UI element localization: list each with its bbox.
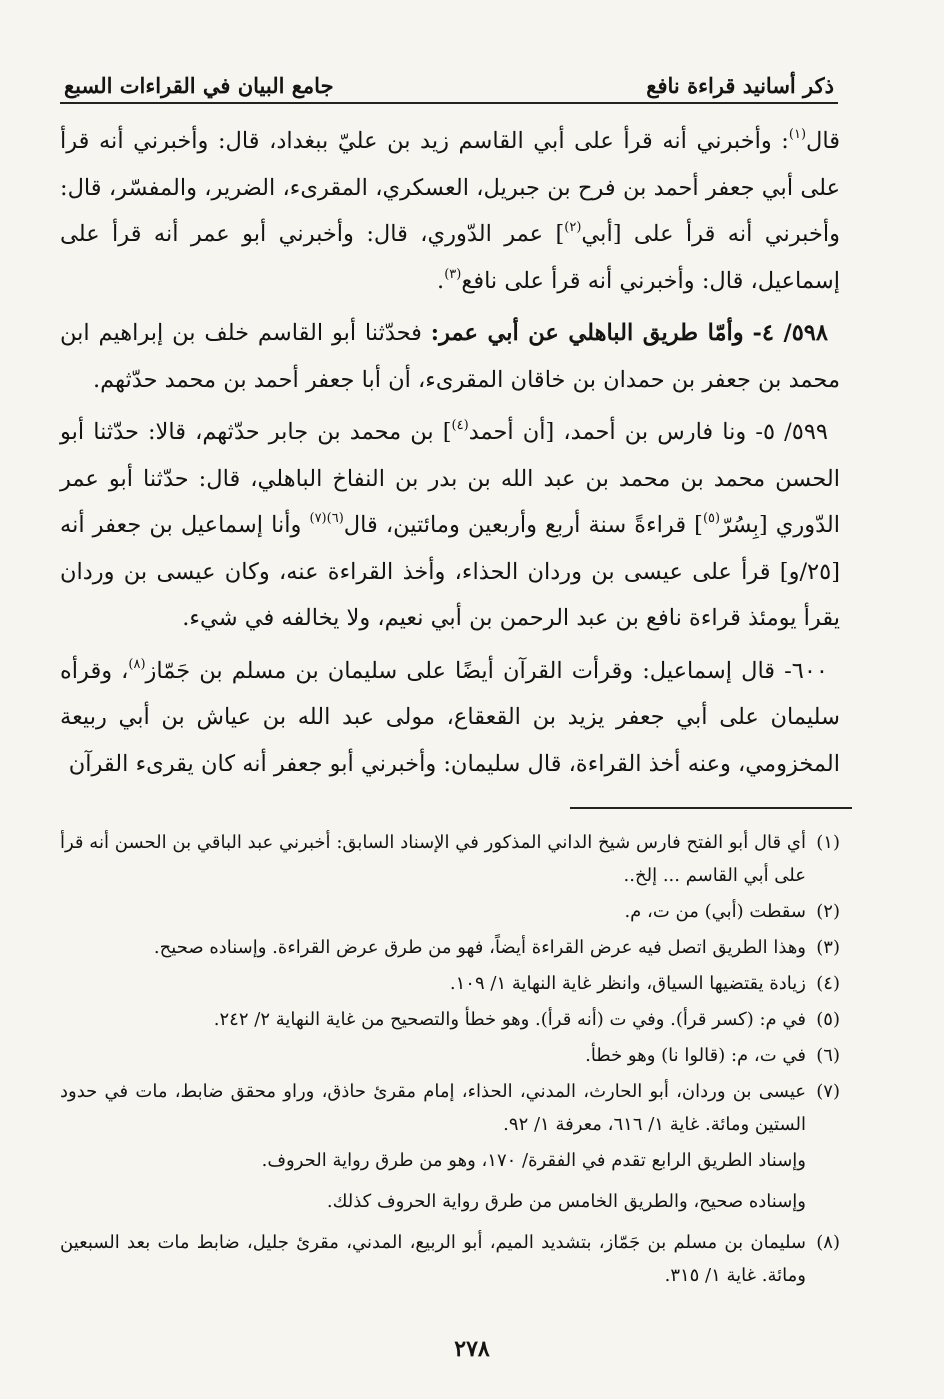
footnote-text: عيسى بن وردان، أبو الحارث، المدني، الحذاء، إمام مقرئ حاذق، وراو محقق ضابط، مات في حدود الستين ومائة. غاية ١/ ٦١٦، معرفة ١/ ٩٢.: [60, 1081, 806, 1135]
footnote-ref-3[interactable]: (٣): [444, 266, 462, 282]
header-chapter-title: ذكر أسانيد قراءة نافع: [646, 73, 834, 98]
paragraph-599: [60, 409, 840, 642]
paragraph-600: [60, 648, 840, 788]
paragraph-598: [60, 310, 840, 403]
footnote-number: (٤): [816, 973, 840, 994]
footnote-number: (٢): [816, 901, 840, 922]
footnote-3: [60, 931, 840, 964]
p3-text-c: ] قراءةً سنة أربع وأربعين ومائتين، قال: [343, 512, 703, 538]
p2-text: فحدّثنا أبو القاسم خلف بن إبراهيم ابن محمد بن جعفر بن حمدان بن خاقان المقرىء، أن أبا جعفر أحمد بن محمد حدّثهم.: [60, 320, 840, 393]
footnote-number: (٣): [816, 937, 840, 958]
footnote-text: زيادة يقتضيها السياق، وانظر غاية النهاية ١/ ١٠٩.: [449, 973, 806, 994]
footnote-6: [60, 1039, 840, 1072]
footnote-ref-6-7[interactable]: (٦)(٧): [309, 511, 344, 526]
footnote-4: [60, 967, 840, 1000]
footnote-2: [60, 895, 840, 928]
p2-heading: وأمّا طريق الباهلي عن أبي عمر:: [430, 320, 744, 346]
footnote-5: [60, 1003, 840, 1036]
footnote-text: أي قال أبو الفتح فارس شيخ الداني المذكور في الإسناد السابق: أخبرني عبد الباقي بن الحسن أنه قرأ على أبي القاسم ... إلخ..: [60, 832, 806, 886]
p1-text-d: .: [437, 267, 445, 294]
footnote-ref-5[interactable]: (٥): [702, 511, 721, 526]
footnote-text: في ت، م: (قالوا نا) وهو خطأ.: [585, 1045, 806, 1066]
p4-text-b: ، وقرأه سليمان على أبي جعفر يزيد بن القعقاع، مولى عبد الله بن عياش بن أبي ربيعة المخزومي، وعنه أخذ القراءة، قال سليمان: وأخبرني أبو جعفر أنه كان يقرىء القرآن: [60, 657, 840, 777]
p3-text-d: وأنا إسماعيل بن جعفر أنه [٢٥/و] قرأ على عيسى بن وردان الحذاء، وأخذ القراءة عنه، وكان عيسى بن وردان يقرأ يومئذ قراءة نافع بن عبد الرحمن بن أبي نعيم، ولا يخالفه في شيء.: [60, 512, 840, 631]
p3-text-b: ] بن محمد بن جابر حدّثهم، قالا: حدّثنا أبو الحسن محمد بن محمد بن عبد الله بن بدر بن النفاخ الباهلي، قال: حدّثنا أبو عمر الدّوري [بِسُرّ: [60, 419, 840, 538]
footnote-ref-2[interactable]: (٢): [564, 220, 582, 235]
footnote-ref-4[interactable]: (٤): [451, 418, 469, 433]
main-text: [60, 118, 840, 793]
footnote-text: سليمان بن مسلم بن جَمّاز، بتشديد الميم، أبو الربيع، المدني، مقرئ جليل، ضابط مات بعد السبعين ومائة. غاية ١/ ٣١٥.: [60, 1232, 806, 1286]
header-divider: [60, 102, 838, 104]
page-number: ٢٧٨: [454, 1336, 490, 1362]
p1-text-a: قال: [806, 128, 840, 154]
paragraph-597-cont: [60, 118, 840, 304]
footnote-number: (١): [816, 832, 840, 853]
footnote-8: [60, 1226, 840, 1292]
footnote-1: [60, 826, 840, 892]
footnote-7-continuation-1: وإسناد الطريق الرابع تقدم في الفقرة/ ١٧٠، وهو من طرق رواية الحروف.: [261, 1150, 806, 1171]
p3-text-a: ٥٩٩/ ٥- ونا فارس بن أحمد، [أن أحمد: [468, 419, 828, 445]
p4-text-a: ٦٠٠- قال إسماعيل: وقرأت القرآن أيضًا على سليمان بن مسلم بن جَمّاز: [145, 657, 828, 684]
footnote-number: (٨): [816, 1232, 840, 1253]
header-book-title: جامع البيان في القراءات السبع: [64, 73, 334, 98]
running-header: [64, 64, 834, 98]
footnote-number: (٦): [816, 1045, 840, 1066]
footnote-divider: [570, 807, 852, 809]
footnote-text: في م: (كسر قرأ). وفي ت (أنه قرأ). وهو خطأ والتصحيح من غاية النهاية ٢/ ٢٤٢.: [213, 1009, 806, 1030]
footnote-7: [60, 1075, 840, 1141]
footnotes: [60, 826, 840, 1295]
p1-text-b: : وأخبرني أنه قرأ على أبي القاسم زيد بن عليّ ببغداد، قال: وأخبرني أنه قرأ على أبي جعفر أحمد بن فرح بن جبريل، العسكري، المقرىء، الضرير، والمفسّر، قال: وأخبرني أنه قرأ على [أبي: [60, 128, 840, 247]
p2-number: ٥٩٨/ ٤-: [752, 320, 828, 346]
footnote-ref-8[interactable]: (٨): [128, 656, 146, 672]
footnote-number: (٧): [816, 1081, 840, 1102]
footnote-text: سقطت (أبي) من ت، م.: [624, 901, 806, 922]
footnote-7-continuation-2: وإسناده صحيح، والطريق الخامس من طرق رواية الحروف كذلك.: [326, 1191, 806, 1212]
footnote-text: وهذا الطريق اتصل فيه عرض القراءة أيضاً، فهو من طرق عرض القراءة. وإسناده صحيح.: [153, 937, 806, 958]
p1-text-c: ] عمر الدّوري، قال: وأخبرني أبو عمر أنه قرأ على إسماعيل، قال: وأخبرني أنه قرأ على نافع: [60, 221, 840, 294]
footnote-number: (٥): [816, 1009, 840, 1030]
footnote-ref-1[interactable]: (١): [788, 127, 807, 142]
